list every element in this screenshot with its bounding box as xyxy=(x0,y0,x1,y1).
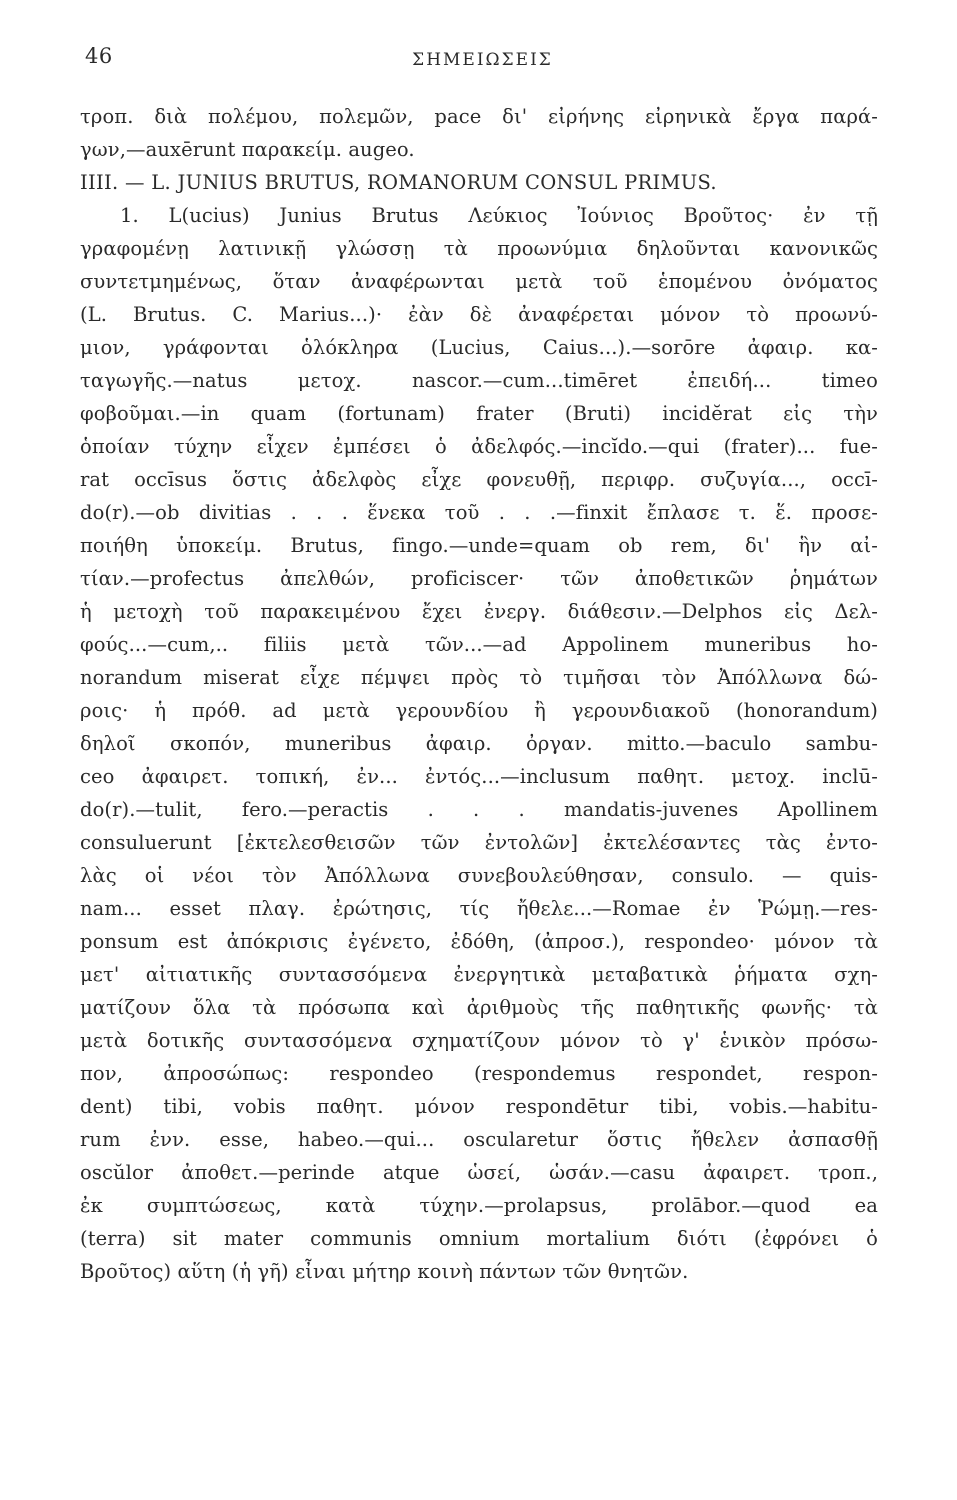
text-line: ταγωγῆς.—natus μετοχ. nascor.—cum...timēret ἐπειδή... timeo xyxy=(80,369,878,392)
text-line: ὁποίαν τύχην εἶχεν ἐμπέσει ὁ ἀδελφός.—incĭdo.—qui (frater)... fue- xyxy=(80,435,878,458)
text-line: consuluerunt [ἐκτελεσθεισῶν τῶν ἐντολῶν] ἐκτελέσαντες τὰς ἐντο- xyxy=(80,831,878,854)
text-line: Βροῦτος) αὕτη (ἡ γῆ) εἶναι μήτηρ κοινὴ πάντων τῶν θνητῶν. xyxy=(80,1260,689,1283)
text-line: ἐκ συμπτώσεως, κατὰ τύχην.—prolapsus, prolābor.—quod ea xyxy=(80,1194,878,1217)
text-line: ceo ἀφαιρετ. τοπική, ἐν... ἐντός...—inclusum παθητ. μετοχ. inclū- xyxy=(80,765,878,788)
text-line: ροις· ἡ πρόθ. ad μετὰ γερουνδίου ἢ γερουνδιακοῦ (honorandum) xyxy=(80,699,878,722)
text-line: do(r).—ob divitias . . . ἕνεκα τοῦ . . .—finxit ἔπλασε τ. ἕ. προσε- xyxy=(80,501,878,524)
text-line: ponsum est ἀπόκρισις ἐγένετο, ἐδόθη, (ἀπροσ.), respondeo· μόνον τὰ xyxy=(80,930,878,953)
text-line: do(r).—tulit, fero.—peractis . . . mandatis-juvenes Apollinem xyxy=(80,798,878,821)
text-line: γων,—auxērunt παρακείμ. augeo. xyxy=(80,138,415,161)
notes-body xyxy=(80,100,878,1288)
running-title: ΣΗΜΕΙΩΣΕΙΣ xyxy=(412,50,553,70)
text-line: dent) tibi, vobis παθητ. μόνον respondētur tibi, vobis.—habitu- xyxy=(80,1095,878,1118)
text-line: συντετμημένως, ὅταν ἀναφέρωνται μετὰ τοῦ ἑπομένου ὀνόματος xyxy=(80,270,878,293)
text-line: φοβοῦμαι.—in quam (fortunam) frater (Bruti) incidĕrat εἰς τὴν xyxy=(80,402,878,425)
text-line: rum ἐνν. esse, habeo.—qui... oscularetur ὅστις ἤθελεν ἀσπασθῇ xyxy=(80,1128,878,1151)
text-line: πον, ἀπροσώπως: respondeo (respondemus respondet, respon- xyxy=(80,1062,878,1085)
text-line: oscŭlor ἀποθετ.—perinde atque ὡσεί, ὡσάν.—casu ἀφαιρετ. τροπ., xyxy=(80,1161,878,1184)
text-line: μετ' αἰτιατικῆς συντασσόμενα ἐνεργητικὰ μεταβατικὰ ῥήματα σχη- xyxy=(80,963,878,986)
text-line: nam... esset πλαγ. ἐρώτησις, τίς ἤθελε...—Romae ἐν Ῥώμῃ.—res- xyxy=(80,897,878,920)
section-heading: IIII. — L. JUNIUS BRUTUS, ROMANORUM CONSUL PRIMUS. xyxy=(80,171,717,194)
text-line: 1. L(ucius) Junius Brutus Λεύκιος Ἰούνιος Βροῦτος· ἐν τῇ xyxy=(120,204,878,227)
text-line: norandum miserat εἶχε πέμψει πρὸς τὸ τιμῆσαι τὸν Ἀπόλλωνα δώ- xyxy=(80,666,878,689)
text-line: τίαν.—profectus ἀπελθών, proficiscer· τῶν ἀποθετικῶν ῥημάτων xyxy=(80,567,878,590)
text-line: ἡ μετοχὴ τοῦ παρακειμένου ἔχει ἐνεργ. διάθεσιν.—Delphos εἰς Δελ- xyxy=(80,600,878,623)
text-line: (L. Brutus. C. Marius...)· ἐὰν δὲ ἀναφέρεται μόνον τὸ προωνύ- xyxy=(80,303,878,326)
text-line: ποιήθη ὑποκείμ. Brutus, fingo.—unde=quam ob rem, δι' ἣν αἰ- xyxy=(80,534,878,557)
text-line: δηλοῖ σκοπόν, muneribus ἀφαιρ. ὀργαν. mitto.—baculo sambu- xyxy=(80,732,878,755)
text-line: τροπ. διὰ πολέμου, πολεμῶν, pace δι' εἰρήνης εἰρηνικὰ ἔργα παρά- xyxy=(80,105,878,128)
text-line: rat occīsus ὅστις ἀδελφὸς εἶχε φονευθῇ, περιφρ. συζυγία..., occī- xyxy=(80,468,878,491)
text-line: μιον, γράφονται ὁλόκληρα (Lucius, Caius...).—sorōre ἀφαιρ. κα- xyxy=(80,336,878,359)
text-line: γραφομένῃ λατινικῇ γλώσσῃ τὰ προωνύμια δηλοῦνται κανονικῶς xyxy=(80,237,878,260)
text-line: ματίζουν ὅλα τὰ πρόσωπα καὶ ἀριθμοὺς τῆς παθητικῆς φωνῆς· τὰ xyxy=(80,996,878,1019)
text-line: λὰς οἱ νέοι τὸν Ἀπόλλωνα συνεβουλεύθησαν, consulo. — quis- xyxy=(80,864,878,887)
page-header xyxy=(85,44,880,84)
page-number: 46 xyxy=(85,44,113,68)
text-line: (terra) sit mater communis omnium mortalium διότι (ἐφρόνει ὁ xyxy=(80,1227,878,1250)
text-line: φούς...—cum,.. filiis μετὰ τῶν...—ad Appolinem muneribus ho- xyxy=(80,633,878,656)
text-line: μετὰ δοτικῆς συντασσόμενα σχηματίζουν μόνον τὸ γ' ἑνικὸν πρόσω- xyxy=(80,1029,878,1052)
